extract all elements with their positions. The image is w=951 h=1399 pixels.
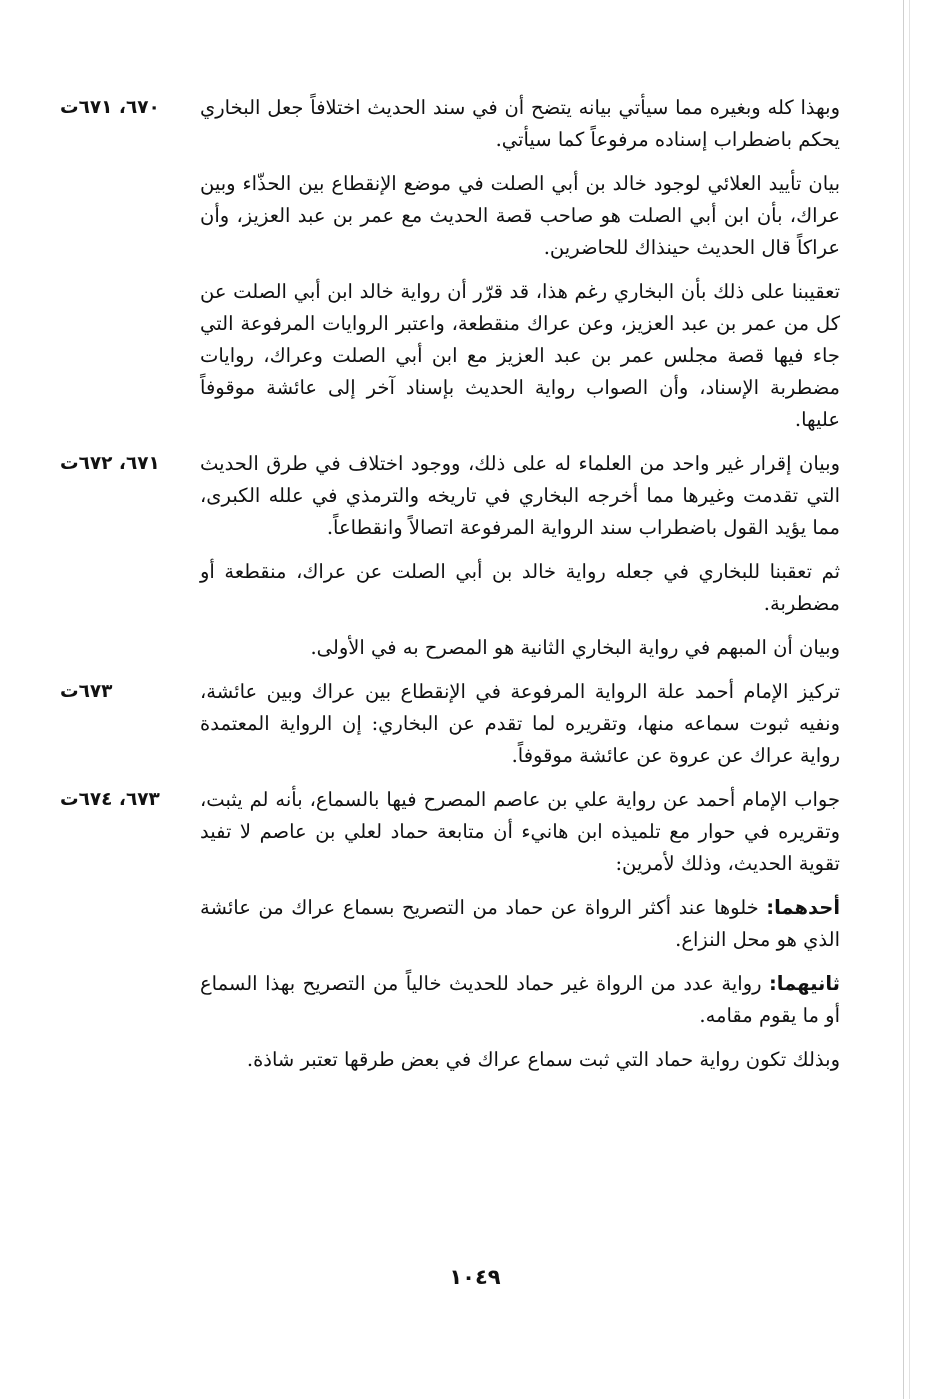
point-text: خلوها عند أكثر الرواة عن حماد من التصريح بسماع عراك من عائشة الذي هو محل النزاع.: [200, 896, 840, 951]
paragraph: وبذلك تكون رواية حماد التي ثبت سماع عراك في بعض طرقها تعتبر شاذة.: [246, 1048, 840, 1071]
index-entry-2: [60, 448, 840, 664]
index-entry-3: [60, 676, 840, 772]
page-edge-line-secondary: [909, 0, 910, 1399]
paragraph: وبهذا كله وبغيره مما سيأتي بيانه يتضح أن في سند الحديث اختلافاً جعل البخاري يحكم باضطراب إسناده مرفوعاً كما سيأتي.: [200, 96, 840, 151]
paragraph: جواب الإمام أحمد عن رواية علي بن عاصم المصرح فيها بالسماع، بأنه لم يثبت، وتقريره في حوار مع تلميذه ابن هانيء أن متابعة حماد لعلي بن عاصم لا تفيد تقوية الحديث، وذلك لأمرين:: [200, 788, 840, 875]
paragraph: تعقيبنا على ذلك بأن البخاري رغم هذا، قد قرّر أن رواية خالد ابن أبي الصلت عن كل من عمر بن عبد العزيز، وعن عراك منقطعة، واعتبر الروايات المرفوعة التي جاء فيها قصة مجلس عمر بن عبد العزيز مع ابن أبي الصلت وعراك، روايات مضطربة الإسناد، وأن الصواب رواية الحديث بإسناد آخر إلى عائشة موقوفاً عليها.: [200, 280, 840, 431]
page-body: [60, 92, 840, 1088]
paragraph: وبيان إقرار غير واحد من العلماء له على ذلك، ووجود اختلاف في طرق الحديث التي تقدمت وغيرها مما أخرجه البخاري في تاريخه والترمذي في علله الكبرى، مما يؤيد القول باضطراب سند الرواية المرفوعة اتصالاً وانقطاعاً.: [200, 452, 840, 539]
page-reference: ٦٧٣، ٦٧٤ت: [60, 789, 160, 810]
paragraph: ثم تعقبنا للبخاري في جعله رواية خالد بن أبي الصلت عن عراك، منقطعة أو مضطربة.: [200, 560, 840, 615]
page-reference: ٦٧٠، ٦٧١ت: [60, 97, 160, 118]
entry-content: [200, 448, 840, 664]
index-entry-4: [60, 784, 840, 1076]
entry-content: [200, 92, 840, 436]
paragraph: بيان تأييد العلائي لوجود خالد بن أبي الصلت في موضع الإنقطاع بين الحذّاء وبين عراك، بأن ابن أبي الصلت هو صاحب قصة الحديث مع عمر بن عبد العزيز، وأن عراكاً قال الحديث حينذاك للحاضرين.: [200, 172, 840, 259]
entry-content: [200, 784, 840, 1076]
page-reference: ٦٧٣ت: [60, 681, 113, 702]
entry-content: [200, 676, 840, 772]
page-edge-line: [903, 0, 904, 1399]
point-label: أحدهما:: [766, 896, 840, 919]
page-reference: ٦٧١، ٦٧٢ت: [60, 453, 160, 474]
index-entry-1: [60, 92, 840, 436]
point-text: رواية عدد من الرواة غير حماد للحديث خالياً من التصريح بهذا السماع أو ما يقوم مقامه.: [200, 972, 840, 1027]
paragraph: [200, 968, 840, 1032]
paragraph: تركيز الإمام أحمد علة الرواية المرفوعة في الإنقطاع بين عراك وبين عائشة، ونفيه ثبوت سماعه منها، وتقريره لما تقدم عن البخاري: إن الرواية المعتمدة رواية عراك عن عروة عن عائشة موقوفاً.: [200, 680, 840, 767]
paragraph: وبيان أن المبهم في رواية البخاري الثانية هو المصرح به في الأولى.: [310, 636, 840, 659]
point-label: ثانيهما:: [769, 972, 840, 995]
page-number: ١٠٤٩: [449, 1265, 501, 1289]
paragraph: [200, 892, 840, 956]
